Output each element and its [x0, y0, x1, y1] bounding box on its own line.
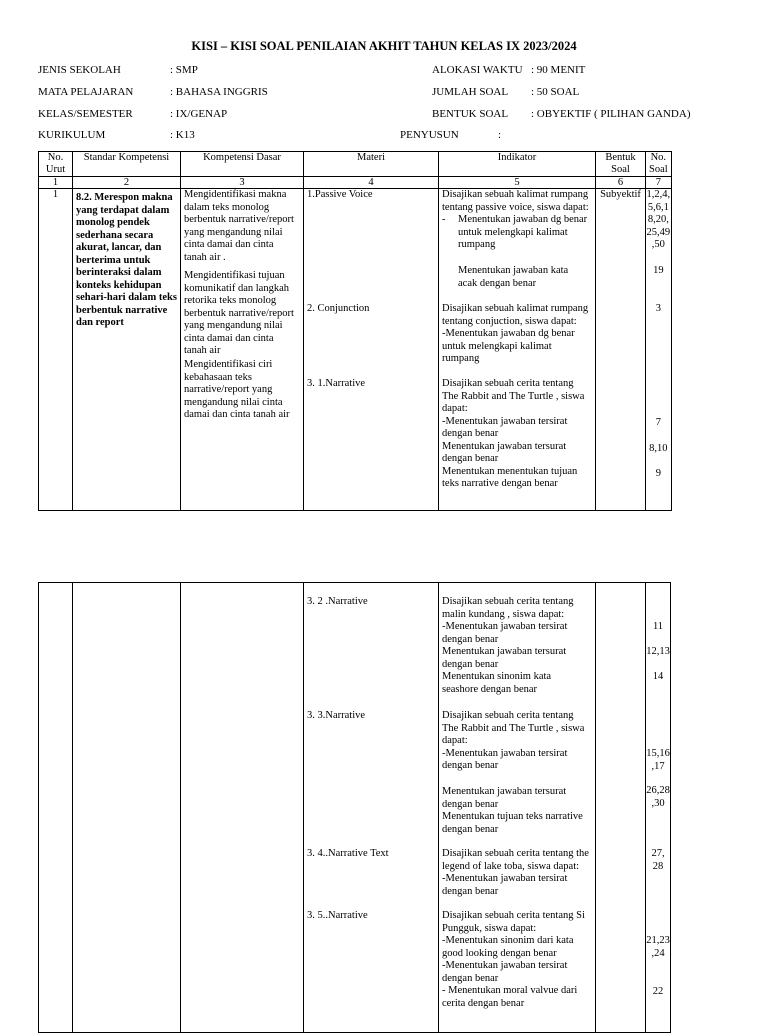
indikator-line: malin kundang , siswa dapat:	[442, 608, 565, 620]
meta-label: ALOKASI WAKTU	[432, 64, 523, 76]
column-number: 5	[439, 177, 596, 189]
meta-label: KURIKULUM	[38, 129, 106, 141]
column-header: No. Urut	[39, 152, 73, 177]
no-soal-cell	[646, 583, 671, 1033]
materi-cell	[304, 583, 439, 1033]
indikator-line: The Rabbit and The Turtle , siswa	[442, 390, 585, 402]
no-soal-line: 27,	[651, 848, 665, 859]
meta-label: KELAS/SEMESTER	[38, 108, 133, 120]
no-soal-value: 9	[655, 468, 661, 479]
meta-row	[0, 128, 768, 144]
meta-label: BENTUK SOAL	[432, 108, 509, 120]
materi-item: 3. 2 .Narrative	[307, 596, 368, 607]
indikator-line: cerita dengan benar	[442, 997, 525, 1009]
kompetensi-dasar-line: mengandung nilai cinta	[184, 396, 283, 408]
no-soal-value: 25,49	[646, 226, 671, 238]
indikator-line: Disajikan sebuah cerita tentang	[442, 596, 574, 607]
indikator-line: Menentukan jawaban tersurat	[442, 440, 567, 452]
standar-kompetensi-line: sederhana secara	[76, 229, 154, 241]
meta-value: : SMP	[170, 64, 198, 76]
indikator-line: The Rabbit and The Turtle , siswa	[442, 722, 585, 734]
kisi-table-page1	[38, 151, 672, 511]
indikator-line: dengan benar	[442, 658, 499, 670]
bullet-dash: -	[442, 214, 446, 225]
kompetensi-dasar-line: dalam teks monolog	[184, 201, 270, 213]
column-header: No. Soal	[646, 152, 672, 177]
indikator-line: tentang conjuction, siswa dapat:	[442, 315, 577, 327]
kompetensi-dasar-line: retorika teks monolog	[184, 295, 277, 306]
indikator-line: dengan benar	[442, 760, 499, 771]
indikator-line: Disajikan sebuah kalimat rumpang	[442, 303, 589, 314]
header-row	[39, 152, 672, 177]
standar-kompetensi-cell	[73, 189, 181, 511]
indikator-line: legend of lake toba, siswa dapat:	[442, 860, 580, 872]
standar-kompetensi-line: monolog pendek	[76, 217, 150, 228]
indikator-line: Menentukan jawaban tersurat	[442, 786, 567, 797]
kompetensi-dasar-line: Mengidentifikasi makna	[184, 189, 287, 200]
standar-kompetensi-line: yang terdapat dalam	[76, 204, 170, 216]
standar-kompetensi-cell	[73, 583, 181, 1033]
bentuk-soal-cell: Subyektif	[596, 189, 646, 511]
kompetensi-dasar-line: tanah air	[184, 345, 221, 356]
no-soal-value	[646, 986, 670, 999]
no-soal-line: ,17	[651, 760, 665, 772]
no-soal-line: ,30	[651, 797, 665, 809]
indikator-line: dengan benar	[442, 972, 499, 984]
column-header: Standar Kompetensi	[73, 152, 181, 177]
no-soal-line: 21,23	[646, 935, 670, 946]
standar-kompetensi-line: berbentuk narrative	[76, 304, 168, 316]
table-row	[39, 583, 671, 1033]
no-soal-value: 3	[655, 303, 661, 314]
indikator-line: seashore dengan benar	[442, 683, 538, 695]
kompetensi-dasar-line: berbentuk narrative/report	[184, 214, 294, 225]
indikator-line: untuk melengkapi kalimat	[458, 226, 568, 238]
no-soal-value: 19	[653, 265, 664, 276]
materi-item: 3. 4..Narrative Text	[307, 848, 389, 859]
meta-value: : BAHASA INGGRIS	[170, 86, 268, 98]
no-soal-value	[646, 646, 670, 659]
materi-item: 3. 5..Narrative	[307, 910, 368, 921]
kompetensi-dasar-line: damai dan cinta tanah air	[184, 409, 290, 420]
meta-value: : K13	[170, 129, 195, 141]
kompetensi-dasar-line: berbentuk narrative/report	[184, 307, 294, 319]
indikator-line: dengan benar	[442, 798, 499, 810]
standar-kompetensi-line: berterima untuk	[76, 254, 151, 266]
meta-row	[0, 85, 768, 101]
indikator-line: tentang passive voice, siswa dapat:	[442, 201, 589, 213]
no-soal-line: 15,16	[646, 748, 670, 759]
meta-value: :	[498, 129, 502, 141]
kompetensi-dasar-line: tanah air .	[184, 251, 226, 263]
column-number: 6	[596, 177, 646, 189]
kompetensi-dasar-line: Mengidentifikasi tujuan	[184, 270, 285, 281]
no-urut-cell: 1	[39, 189, 73, 511]
indikator-line: Pungguk, siswa dapat:	[442, 922, 537, 934]
no-soal-value: 8,10	[649, 443, 668, 454]
indikator-line: -Menentukan jawaban tersirat	[442, 415, 568, 427]
standar-kompetensi-line: sehari-hari dalam teks	[76, 292, 177, 303]
no-soal-value	[646, 748, 670, 773]
indikator-line: dengan benar	[442, 885, 499, 897]
kompetensi-dasar-line: yang mengandung nilai	[184, 320, 283, 331]
no-soal-value: 1,2,4,	[646, 189, 671, 200]
indikator-line: - Menentukan moral valvue dari	[442, 985, 578, 996]
indikator-line: dengan benar	[442, 453, 499, 464]
bentuk-soal-cell	[596, 583, 646, 1033]
no-soal-value	[646, 785, 670, 810]
kompetensi-dasar-line: cinta damai dan cinta	[184, 332, 274, 344]
kompetensi-dasar-line: kebahasaan teks	[184, 371, 252, 383]
meta-label: JENIS SEKOLAH	[38, 64, 121, 76]
standar-kompetensi-line: konteks kehidupan	[76, 279, 162, 291]
column-header: Kompetensi Dasar	[181, 152, 304, 177]
indikator-cell	[439, 189, 596, 511]
standar-kompetensi-line: dan report	[76, 317, 124, 328]
meta-label: PENYUSUN	[400, 129, 459, 141]
indikator-line: Disajikan sebuah cerita tentang the	[442, 848, 589, 859]
column-number: 7	[646, 177, 672, 189]
no-soal-value: 8,20,	[647, 214, 669, 225]
column-header: Materi	[304, 152, 439, 177]
indikator-line: untuk melengkapi kalimat	[442, 340, 552, 352]
materi-item: 3. 1.Narrative	[307, 378, 366, 389]
materi-item: 3. 3.Narrative	[307, 710, 366, 721]
indikator-line: teks narrative dengan benar	[442, 478, 558, 489]
kompetensi-dasar-cell	[181, 189, 304, 511]
no-soal-value	[646, 935, 670, 960]
indikator-line: Menentukan jawaban kata	[458, 265, 569, 276]
no-soal-line: 14	[652, 671, 664, 682]
indikator-line: Menentukan jawaban dg benar	[458, 214, 588, 225]
kompetensi-dasar-line: cinta damai dan cinta	[184, 239, 274, 250]
standar-kompetensi-line: berinteraksi dalam	[76, 267, 162, 278]
kisi-table-page2	[38, 582, 671, 1033]
column-header: Bentuk Soal	[596, 152, 646, 177]
meta-value: : 50 SOAL	[531, 86, 580, 98]
meta-value: : OBYEKTIF ( PILIHAN GANDA)	[531, 108, 691, 120]
indikator-line: dengan benar	[442, 823, 499, 835]
kompetensi-dasar-line: komunikatif dan langkah	[184, 282, 289, 294]
column-number: 3	[181, 177, 304, 189]
materi-item: 2. Conjunction	[307, 303, 370, 314]
document-title: KISI – KISI SOAL PENILAIAN AKHIT TAHUN KELAS IX 2023/2024	[191, 39, 577, 53]
no-soal-value	[646, 848, 670, 873]
indikator-line: -Menentukan jawaban tersirat	[442, 747, 568, 759]
materi-item: 1.Passive Voice	[307, 189, 373, 200]
indikator-line: Menentukan sinonim kata	[442, 671, 552, 682]
column-number: 1	[39, 177, 73, 189]
no-soal-line: 12,13	[646, 646, 670, 657]
table-row	[39, 189, 672, 511]
indikator-line: Disajikan sebuah cerita tentang	[442, 378, 574, 389]
indikator-line: Disajikan sebuah cerita tentang	[442, 710, 574, 721]
indikator-line: dapat:	[442, 403, 468, 414]
meta-row	[0, 107, 768, 123]
no-soal-value: ,50	[651, 239, 665, 250]
indikator-line: acak dengan benar	[458, 277, 537, 289]
indikator-cell	[439, 583, 596, 1033]
no-soal-line: 22	[652, 986, 664, 997]
meta-value: : IX/GENAP	[170, 108, 228, 120]
column-number: 4	[304, 177, 439, 189]
no-soal-value	[646, 671, 670, 684]
no-soal-line: 26,28	[646, 785, 670, 796]
indikator-line: Menentukan menentukan tujuan	[442, 465, 578, 477]
indikator-line: dengan benar	[442, 633, 499, 645]
indikator-line: Menentukan jawaban tersurat	[442, 646, 567, 657]
meta-value: : 90 MENIT	[531, 64, 586, 76]
indikator-line: -Menentukan jawaban tersirat	[442, 873, 568, 884]
indikator-line: good looking dengan benar	[442, 947, 557, 959]
indikator-line: -Menentukan jawaban tersirat	[442, 960, 568, 971]
kompetensi-dasar-line: narrative/report yang	[184, 384, 273, 395]
no-soal-value: 7	[655, 417, 661, 428]
indikator-line: -Menentukan sinonim dari kata	[442, 935, 574, 946]
no-soal-line: 28	[652, 860, 664, 872]
indikator-line: -Menentukan jawaban tersirat	[442, 621, 568, 632]
standar-kompetensi-line: akurat, lancar, dan	[76, 242, 162, 253]
meta-label: MATA PELAJARAN	[38, 86, 134, 98]
meta-row	[0, 63, 768, 79]
indikator-line: rumpang	[442, 353, 480, 364]
indikator-line: -Menentukan jawaban dg benar	[442, 328, 575, 339]
indikator-line: Menentukan tujuan teks narrative	[442, 811, 583, 822]
column-number: 2	[73, 177, 181, 189]
no-soal-value	[646, 621, 670, 634]
indikator-line: rumpang	[458, 239, 496, 250]
kompetensi-dasar-line: Mengidentifikasi ciri	[184, 359, 273, 370]
column-header: Indikator	[439, 152, 596, 177]
no-soal-line: 11	[652, 621, 664, 632]
no-urut-cell	[39, 583, 73, 1033]
indikator-line: dengan benar	[442, 428, 499, 439]
meta-label: JUMLAH SOAL	[432, 86, 509, 98]
indikator-line: Disajikan sebuah cerita tentang Si	[442, 910, 585, 921]
column-number-row	[39, 177, 672, 189]
standar-kompetensi-line: 8.2. Merespon makna	[76, 192, 173, 203]
no-soal-cell	[646, 189, 672, 511]
no-soal-line: ,24	[651, 947, 665, 959]
no-soal-value: 5,6,1	[647, 201, 669, 213]
materi-cell	[304, 189, 439, 511]
kompetensi-dasar-cell	[181, 583, 304, 1033]
kompetensi-dasar-line: yang mengandung nilai	[184, 226, 283, 238]
indikator-line: Disajikan sebuah kalimat rumpang	[442, 189, 589, 200]
indikator-line: dapat:	[442, 735, 468, 746]
